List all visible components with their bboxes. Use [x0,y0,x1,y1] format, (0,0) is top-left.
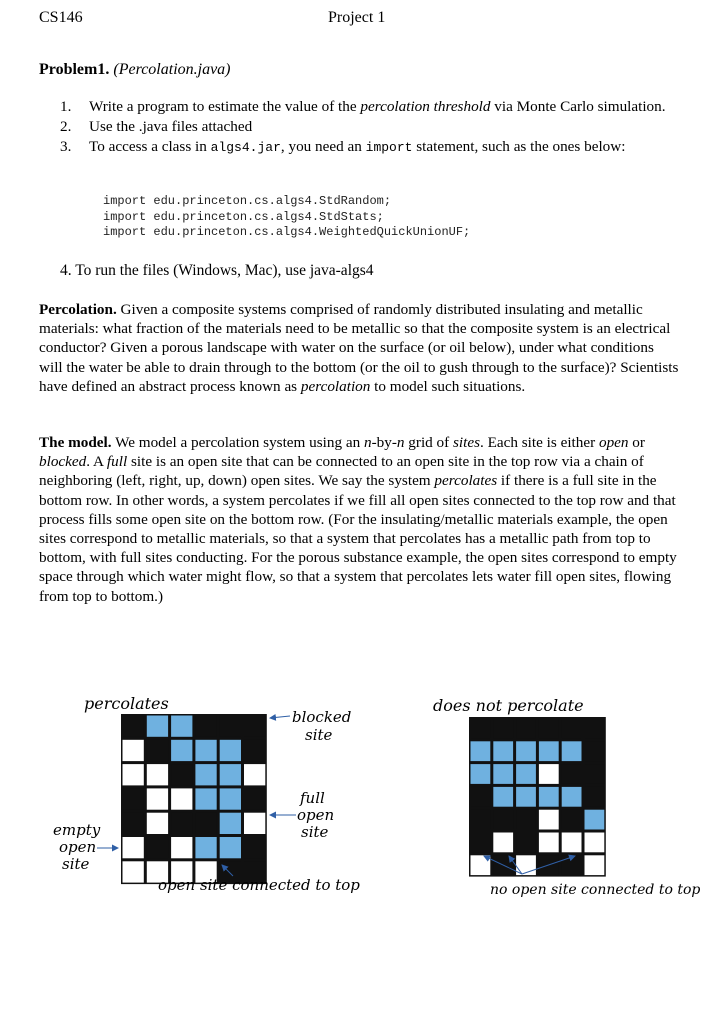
list-text: To access a class in [89,138,211,155]
blocked-site [171,764,192,785]
blocked-site [562,719,582,739]
paragraph-emphasis: n [364,434,372,451]
empty-site [244,764,265,785]
blocked-site [585,719,605,739]
paragraph-text: grid of [404,434,454,451]
blocked-site [471,810,491,830]
blocked-site [471,833,491,853]
full-site [220,764,241,785]
blocked-site [244,788,265,809]
full-site [493,787,513,807]
list-text: Write a program to estimate the value of the [89,98,361,115]
paragraph-text: . Each site is either [480,434,599,451]
full-site-label: site [301,823,329,841]
full-site [471,764,491,784]
does-not-percolate-title: does not percolate [433,696,584,715]
empty-site [539,810,559,830]
full-site [539,787,559,807]
blocked-site [516,833,536,853]
list-text: Use the .java files attached [89,118,253,135]
empty-site [171,837,192,858]
blocked-site [562,764,582,784]
paragraph-emphasis: sites [453,434,481,451]
blocked-site [516,810,536,830]
paragraph-text: We model a percolation system using an [111,434,364,451]
list-text: , you need an [280,138,366,155]
blocked-site [123,716,144,737]
full-site [493,741,513,761]
empty-site [539,764,559,784]
empty-site [171,788,192,809]
full-site [471,741,491,761]
list-text: statement, such as the ones below: [412,138,626,155]
full-site [516,764,536,784]
list-text: via Monte Carlo simulation. [490,98,666,115]
empty-site [123,740,144,761]
full-site [220,837,241,858]
empty-site [585,833,605,853]
empty-site [123,861,144,882]
full-site [539,741,559,761]
blocked-site [562,855,582,875]
code-line: import edu.princeton.cs.algs4.StdRandom; [103,194,392,208]
blocked-site [195,716,216,737]
empty-site [539,833,559,853]
paragraph-text: site is an open site that can be connected to an open site in the top row via a chain of neighboring (left, right, up, down) open sites. We say the system [39,453,644,490]
full-site [195,788,216,809]
blocked-site [123,788,144,809]
problem-file: (Percolation.java) [113,61,231,78]
empty-site [147,788,168,809]
empty-site [585,855,605,875]
run-instruction: 4. To run the files (Windows, Mac), use java-algs4 [60,262,374,279]
empty-site [147,764,168,785]
blocked-site [493,810,513,830]
paragraph-text: to model such situations. [370,377,526,395]
empty-site-label: open [59,838,97,856]
blocked-site [244,837,265,858]
paragraph-text: or [628,434,645,451]
empty-site [123,764,144,785]
blocked-site [516,719,536,739]
empty-site [147,813,168,834]
full-site [171,716,192,737]
full-site [147,716,168,737]
blocked-site [147,740,168,761]
list-number: 3. [60,138,72,155]
blocked-site [147,837,168,858]
blocked-arrow [270,716,290,718]
full-site-label: full [300,789,325,807]
blocked-site [471,719,491,739]
list-number: 2. [60,118,72,135]
full-site [220,740,241,761]
blocked-site [539,719,559,739]
paragraph-lead: The model. [39,434,112,451]
empty-site [562,833,582,853]
blocked-site [585,787,605,807]
paragraph-emphasis: percolation [300,377,371,395]
empty-site [493,833,513,853]
blocked-site [123,813,144,834]
percolates-title: percolates [84,694,169,713]
paragraph-emphasis: full [106,453,128,471]
blocked-site [244,740,265,761]
paragraph-text: -by- [371,434,397,451]
full-site [195,764,216,785]
empty-site [244,813,265,834]
problem-label: Problem1. [39,61,110,78]
blocked-site [244,716,265,737]
paragraph-text: if there is a full site in the bottom row. In other words, a system percolates if we fill all open sites connected to the top row and that process fills some open site on the bottom row. (For the insulating/metallic materials example, the open sites correspond to metallic materials, so that a system that percolates has a metallic path from top to bottom, with full sites conducting. For the porous substance example, the open sites correspond to empty space through which water might flow, so that a system that percolates lets water fill open sites, flowing from top to bottom.) [39,472,677,605]
left-caption: open site connected to top [158,876,360,894]
full-site [493,764,513,784]
full-site [562,741,582,761]
full-site-label: open [297,806,335,824]
inline-code: import [365,140,413,155]
full-site [562,787,582,807]
code-line: import edu.princeton.cs.algs4.WeightedQuickUnionUF; [103,225,471,239]
non-percolating-grid [469,717,606,877]
full-site [220,788,241,809]
paragraph-emphasis: percolates [434,472,498,490]
paragraph-text: . A [86,453,107,471]
full-site [171,740,192,761]
empty-site-label: site [62,855,90,873]
list-number: 1. [60,98,72,115]
paragraph-text: Given a composite systems comprised of randomly distributed insulating and metallic materials: what fraction of the materials need to be metallic so that the composite system is an electrical conductor? Given a porous landscape with water on the surface (or oil below), under what conditions will the water be able to drain through to the bottom (or the oil to gush through to the surface)? Scientists have defined an abstract process known as [39,301,679,395]
blocked-site [220,716,241,737]
percolating-grid [121,714,267,884]
full-site [195,837,216,858]
right-caption: no open site connected to top [490,882,701,898]
blocked-site [585,764,605,784]
full-site [220,813,241,834]
empty-site-label: empty [53,821,101,839]
blocked-site [471,787,491,807]
blocked-site [585,741,605,761]
empty-site [471,855,491,875]
paragraph-lead: Percolation. [39,301,117,318]
full-site [195,740,216,761]
project-title: Project 1 [328,9,386,26]
list-emphasis: percolation threshold [360,98,491,115]
paragraph-emphasis: n [396,434,405,451]
blocked-site [171,813,192,834]
full-site [516,787,536,807]
blocked-site-label: blocked [292,708,352,726]
full-site [585,810,605,830]
blocked-site-label: site [305,726,333,744]
blocked-site [493,719,513,739]
course-code: CS146 [39,9,83,26]
full-site [516,741,536,761]
code-line: import edu.princeton.cs.algs4.StdStats; [103,209,384,224]
blocked-site [562,810,582,830]
empty-site [123,837,144,858]
blocked-site [195,813,216,834]
paragraph-emphasis: open [598,434,629,451]
inline-code: algs4.jar [210,140,281,155]
paragraph-emphasis: blocked [39,453,87,471]
